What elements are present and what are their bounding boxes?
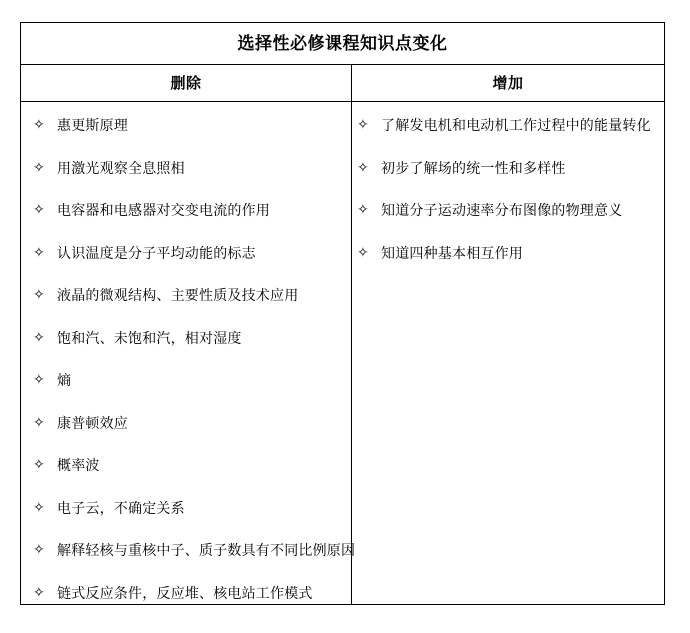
list-item-label: 概率波 (57, 457, 100, 473)
list-item (21, 200, 351, 243)
list-item (21, 285, 351, 328)
list-item (352, 243, 664, 286)
diamond-star-icon: ✧ (33, 159, 45, 176)
list-item-label: 康普顿效应 (57, 414, 128, 431)
list-item-label: 认识温度是分子平均动能的标志 (57, 244, 256, 261)
list-item-label: 知道四种基本相互作用 (381, 244, 523, 261)
diamond-star-icon: ✧ (357, 117, 369, 133)
list-item-label: 液晶的微观结构、主要性质及技术应用 (57, 287, 299, 303)
table-title: 选择性必修课程知识点变化 (237, 34, 448, 53)
list-item (352, 115, 664, 158)
column-header-cell-added (352, 65, 664, 101)
list-item-label: 电子云，不确定关系 (57, 499, 185, 516)
list-item-label: 惠更斯原理 (57, 117, 128, 133)
list-item (21, 158, 351, 201)
list-item (21, 583, 351, 626)
knowledge-point-change-table (20, 22, 665, 605)
list-item-label: 熵 (57, 372, 72, 388)
table-title-row (21, 23, 664, 65)
list-item-label: 链式反应条件，反应堆、核电站工作模式 (57, 584, 313, 601)
list-item-label: 了解发电机和电动机工作过程中的能量转化 (381, 117, 651, 133)
diamond-star-icon: ✧ (33, 244, 45, 261)
diamond-star-icon: ✧ (33, 287, 45, 303)
diamond-star-icon: ✧ (33, 202, 45, 218)
list-item (352, 200, 664, 243)
list-item (21, 370, 351, 413)
list-item (21, 540, 356, 583)
diamond-star-icon: ✧ (33, 542, 45, 558)
list-item-label: 饱和汽、未饱和汽，相对湿度 (57, 329, 242, 346)
column-header-added: 增加 (492, 74, 524, 92)
diamond-star-icon: ✧ (357, 159, 369, 176)
list-item (21, 328, 351, 371)
list-item (21, 498, 351, 541)
diamond-star-icon: ✧ (33, 329, 45, 346)
diamond-star-icon: ✧ (33, 372, 45, 388)
diamond-star-icon: ✧ (357, 202, 369, 218)
diamond-star-icon: ✧ (357, 244, 369, 261)
table-header-row (21, 65, 664, 102)
table-body-row (21, 102, 664, 604)
list-item-label: 用激光观察全息照相 (57, 159, 185, 176)
list-item-label: 解释轻核与重核中子、质子数具有不同比例原因 (57, 542, 356, 558)
list-item (21, 413, 351, 456)
list-item-label: 电容器和电感器对交变电流的作用 (57, 202, 270, 218)
diamond-star-icon: ✧ (33, 584, 45, 601)
list-item (21, 115, 351, 158)
diamond-star-icon: ✧ (33, 499, 45, 516)
diamond-star-icon: ✧ (33, 117, 45, 133)
list-item (352, 158, 664, 201)
column-header-cell-removed (21, 65, 352, 101)
list-item-label: 知道分子运动速率分布图像的物理意义 (381, 202, 623, 218)
list-item-label: 初步了解场的统一性和多样性 (381, 159, 566, 176)
column-header-removed: 删除 (170, 74, 202, 92)
column-body-removed (21, 102, 356, 604)
diamond-star-icon: ✧ (33, 457, 45, 473)
removed-items-list (21, 115, 356, 625)
column-body-added (352, 102, 664, 604)
list-item (21, 243, 351, 286)
diamond-star-icon: ✧ (33, 414, 45, 431)
added-items-list (352, 115, 664, 285)
list-item (21, 455, 351, 498)
